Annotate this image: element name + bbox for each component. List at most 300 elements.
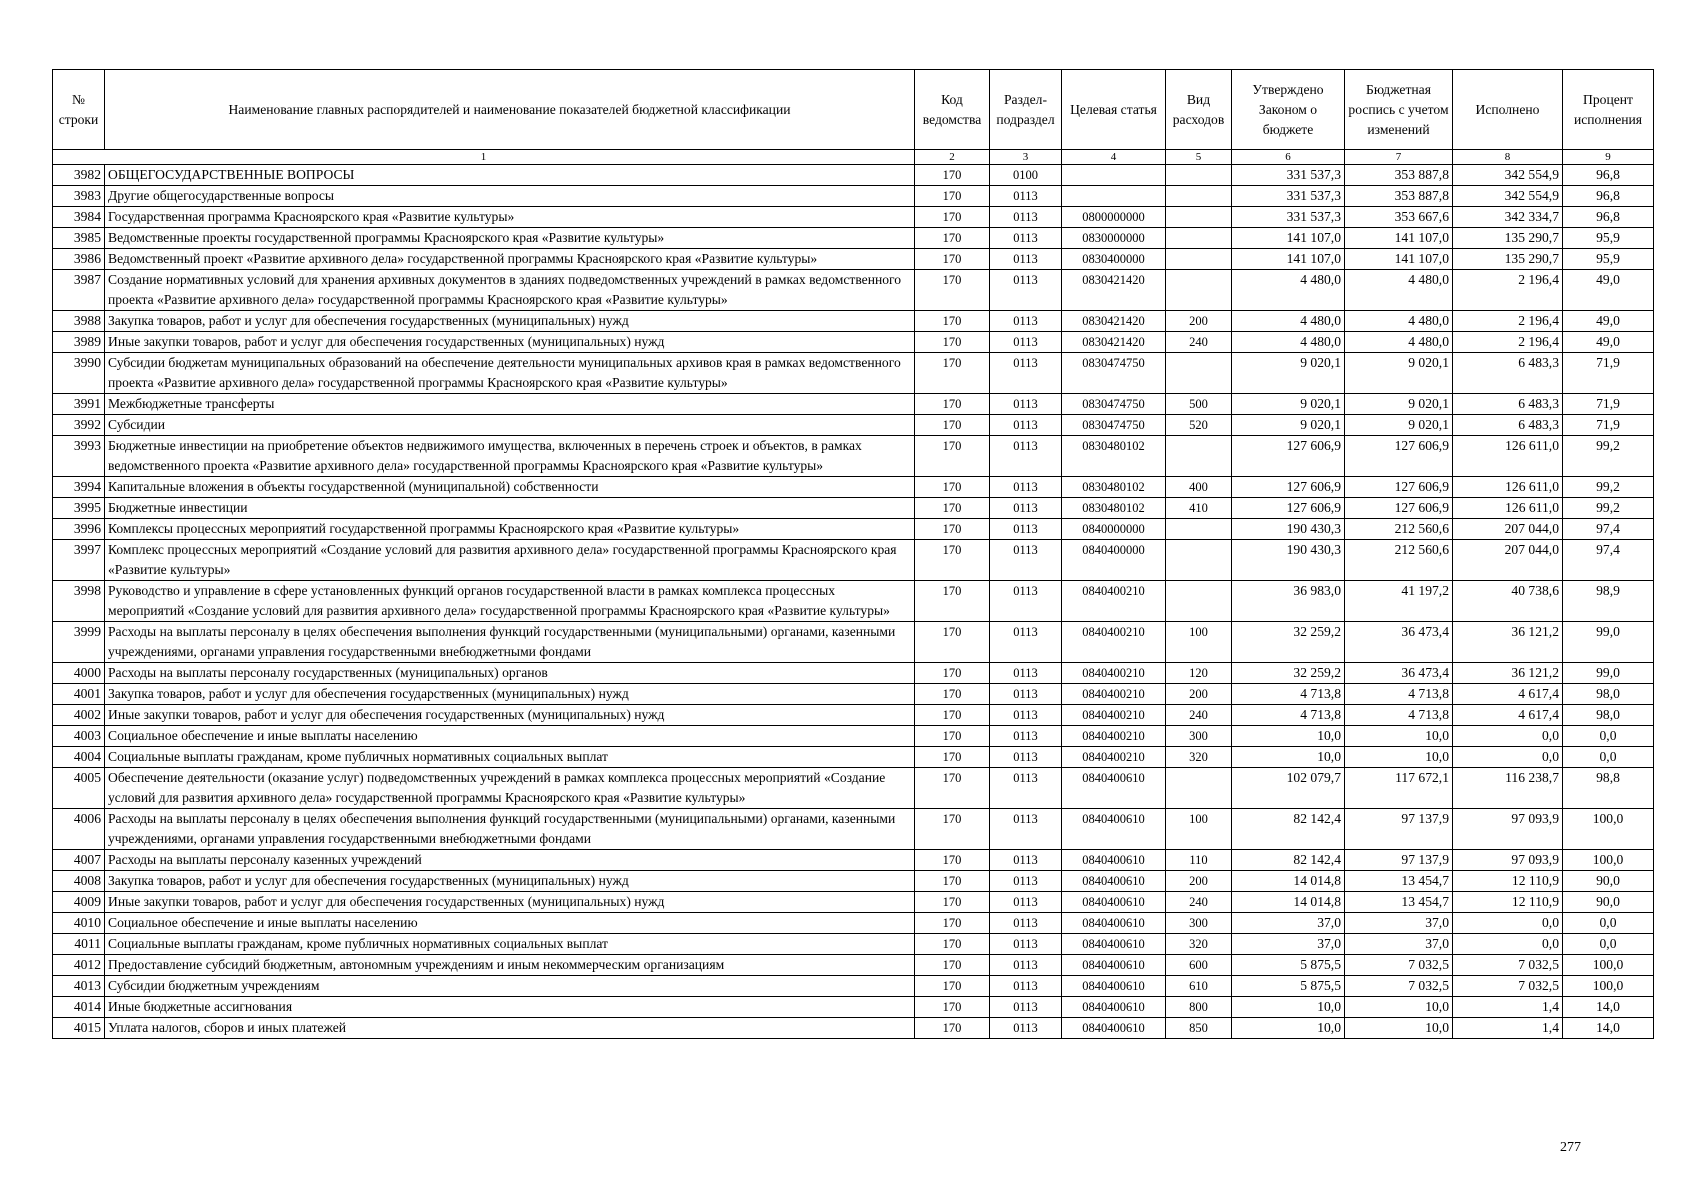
row-name-cell: Социальное обеспечение и иные выплаты населению [105,913,915,934]
section-cell: 0113 [990,228,1062,249]
target-article-cell [1062,186,1166,207]
percent-cell: 0,0 [1563,726,1654,747]
table-row [53,976,1654,997]
row-number-cell: 3988 [53,311,105,332]
row-name-cell: Государственная программа Красноярского края «Развитие культуры» [105,207,915,228]
approved-cell: 10,0 [1232,1018,1345,1039]
target-article-cell: 0840000000 [1062,519,1166,540]
percent-cell: 0,0 [1563,934,1654,955]
expense-type-cell [1166,165,1232,186]
executed-cell: 97 093,9 [1453,809,1563,850]
target-article-cell: 0840400610 [1062,850,1166,871]
percent-cell: 99,0 [1563,663,1654,684]
target-article-cell: 0830421420 [1062,311,1166,332]
executed-cell: 2 196,4 [1453,332,1563,353]
row-name-cell: ОБЩЕГОСУДАРСТВЕННЫЕ ВОПРОСЫ [105,165,915,186]
budget-plan-cell: 10,0 [1345,997,1453,1018]
approved-cell: 4 480,0 [1232,270,1345,311]
target-article-cell: 0840400610 [1062,976,1166,997]
row-name-cell: Расходы на выплаты персоналу казенных учреждений [105,850,915,871]
executed-cell: 4 617,4 [1453,684,1563,705]
table-row [53,997,1654,1018]
approved-cell: 4 480,0 [1232,332,1345,353]
section-cell: 0113 [990,581,1062,622]
header-budget-plan: Бюджетная роспись с учетом изменений [1345,70,1453,150]
executed-cell: 36 121,2 [1453,663,1563,684]
budget-plan-cell: 127 606,9 [1345,498,1453,519]
approved-cell: 36 983,0 [1232,581,1345,622]
expense-type-cell [1166,249,1232,270]
percent-cell: 100,0 [1563,850,1654,871]
header-row-number: № строки [53,70,105,150]
department-code-cell: 170 [915,892,990,913]
target-article-cell: 0840400610 [1062,768,1166,809]
row-name-cell: Субсидии бюджетам муниципальных образований на обеспечение деятельности муниципальных архивов края в рамках ведомственного проекта «Развитие архивного дела» государственной программы Красноярского края «Развитие культуры» [105,353,915,394]
budget-plan-cell: 36 473,4 [1345,663,1453,684]
section-cell: 0113 [990,436,1062,477]
department-code-cell: 170 [915,581,990,622]
department-code-cell: 170 [915,809,990,850]
table-row [53,1018,1654,1039]
expense-type-cell: 500 [1166,394,1232,415]
section-cell: 0113 [990,997,1062,1018]
percent-cell: 90,0 [1563,892,1654,913]
department-code-cell: 170 [915,976,990,997]
percent-cell: 49,0 [1563,311,1654,332]
budget-table-sheet [52,69,1653,1039]
department-code-cell: 170 [915,353,990,394]
section-cell: 0113 [990,353,1062,394]
expense-type-cell: 240 [1166,892,1232,913]
expense-type-cell [1166,270,1232,311]
expense-type-cell: 200 [1166,311,1232,332]
department-code-cell: 170 [915,186,990,207]
table-body [53,165,1654,1039]
budget-plan-cell: 10,0 [1345,726,1453,747]
section-cell: 0113 [990,850,1062,871]
row-number-cell: 3985 [53,228,105,249]
budget-plan-cell: 37,0 [1345,934,1453,955]
approved-cell: 127 606,9 [1232,498,1345,519]
approved-cell: 190 430,3 [1232,519,1345,540]
executed-cell: 36 121,2 [1453,622,1563,663]
table-row [53,726,1654,747]
section-cell: 0113 [990,934,1062,955]
department-code-cell: 170 [915,747,990,768]
approved-cell: 141 107,0 [1232,228,1345,249]
target-article-cell: 0840400610 [1062,913,1166,934]
table-row [53,477,1654,498]
budget-plan-cell: 97 137,9 [1345,850,1453,871]
table-row [53,747,1654,768]
expense-type-cell [1166,186,1232,207]
executed-cell: 12 110,9 [1453,871,1563,892]
target-article-cell: 0840400610 [1062,871,1166,892]
target-article-cell: 0840400210 [1062,684,1166,705]
budget-plan-cell: 10,0 [1345,747,1453,768]
row-name-cell: Межбюджетные трансферты [105,394,915,415]
row-name-cell: Руководство и управление в сфере установленных функций органов государственной власти в рамках комплекса процессных мероприятий «Создание условий для развития архивного дела» государственной программы Красноярского края «Развитие культуры» [105,581,915,622]
executed-cell: 342 554,9 [1453,165,1563,186]
table-row [53,663,1654,684]
row-number-cell: 3987 [53,270,105,311]
executed-cell: 342 334,7 [1453,207,1563,228]
executed-cell: 12 110,9 [1453,892,1563,913]
expense-type-cell [1166,436,1232,477]
section-cell: 0113 [990,477,1062,498]
approved-cell: 32 259,2 [1232,663,1345,684]
approved-cell: 331 537,3 [1232,165,1345,186]
percent-cell: 0,0 [1563,913,1654,934]
executed-cell: 135 290,7 [1453,249,1563,270]
target-article-cell: 0840400210 [1062,726,1166,747]
row-number-cell: 4011 [53,934,105,955]
expense-type-cell: 850 [1166,1018,1232,1039]
section-cell: 0113 [990,498,1062,519]
table-row [53,705,1654,726]
table-row [53,228,1654,249]
percent-cell: 95,9 [1563,228,1654,249]
budget-plan-cell: 127 606,9 [1345,436,1453,477]
section-cell: 0113 [990,1018,1062,1039]
budget-plan-cell: 7 032,5 [1345,955,1453,976]
department-code-cell: 170 [915,311,990,332]
target-article-cell: 0830474750 [1062,394,1166,415]
department-code-cell: 170 [915,1018,990,1039]
executed-cell: 126 611,0 [1453,477,1563,498]
column-number: 6 [1232,150,1345,165]
executed-cell: 2 196,4 [1453,270,1563,311]
percent-cell: 98,8 [1563,768,1654,809]
row-number-cell: 3993 [53,436,105,477]
budget-plan-cell: 353 887,8 [1345,165,1453,186]
target-article-cell: 0830400000 [1062,249,1166,270]
row-name-cell: Субсидии [105,415,915,436]
approved-cell: 102 079,7 [1232,768,1345,809]
expense-type-cell: 520 [1166,415,1232,436]
target-article-cell: 0840400210 [1062,581,1166,622]
target-article-cell: 0830480102 [1062,477,1166,498]
row-name-cell: Уплата налогов, сборов и иных платежей [105,1018,915,1039]
section-cell: 0113 [990,519,1062,540]
table-row [53,186,1654,207]
row-name-cell: Бюджетные инвестиции [105,498,915,519]
department-code-cell: 170 [915,934,990,955]
section-cell: 0113 [990,871,1062,892]
percent-cell: 49,0 [1563,270,1654,311]
approved-cell: 127 606,9 [1232,477,1345,498]
executed-cell: 2 196,4 [1453,311,1563,332]
expense-type-cell [1166,768,1232,809]
expense-type-cell [1166,540,1232,581]
budget-plan-cell: 353 667,6 [1345,207,1453,228]
executed-cell: 207 044,0 [1453,519,1563,540]
row-number-cell: 4012 [53,955,105,976]
table-row [53,394,1654,415]
executed-cell: 6 483,3 [1453,353,1563,394]
percent-cell: 100,0 [1563,976,1654,997]
section-cell: 0113 [990,913,1062,934]
row-number-cell: 4005 [53,768,105,809]
percent-cell: 97,4 [1563,519,1654,540]
row-name-cell: Социальные выплаты гражданам, кроме публичных нормативных социальных выплат [105,747,915,768]
column-number-row [53,150,1654,165]
approved-cell: 32 259,2 [1232,622,1345,663]
budget-plan-cell: 37,0 [1345,913,1453,934]
table-row [53,809,1654,850]
percent-cell: 96,8 [1563,165,1654,186]
section-cell: 0113 [990,955,1062,976]
department-code-cell: 170 [915,997,990,1018]
percent-cell: 98,0 [1563,684,1654,705]
table-row [53,684,1654,705]
percent-cell: 71,9 [1563,415,1654,436]
target-article-cell: 0840400210 [1062,622,1166,663]
percent-cell: 99,0 [1563,622,1654,663]
table-row [53,934,1654,955]
department-code-cell: 170 [915,768,990,809]
section-cell: 0113 [990,976,1062,997]
department-code-cell: 170 [915,955,990,976]
approved-cell: 4 480,0 [1232,311,1345,332]
section-cell: 0113 [990,415,1062,436]
expense-type-cell: 320 [1166,934,1232,955]
section-cell: 0113 [990,684,1062,705]
section-cell: 0113 [990,622,1062,663]
table-row [53,871,1654,892]
column-number: 1 [53,150,915,165]
percent-cell: 0,0 [1563,747,1654,768]
budget-plan-cell: 141 107,0 [1345,249,1453,270]
target-article-cell: 0840400610 [1062,809,1166,850]
target-article-cell: 0840400210 [1062,747,1166,768]
expense-type-cell: 300 [1166,726,1232,747]
row-number-cell: 3984 [53,207,105,228]
table-row [53,498,1654,519]
column-number: 3 [990,150,1062,165]
header-department-code: Код ведомства [915,70,990,150]
header-row [53,70,1654,150]
row-number-cell: 3991 [53,394,105,415]
department-code-cell: 170 [915,519,990,540]
target-article-cell: 0840400610 [1062,934,1166,955]
approved-cell: 127 606,9 [1232,436,1345,477]
percent-cell: 96,8 [1563,186,1654,207]
row-number-cell: 4014 [53,997,105,1018]
row-number-cell: 3999 [53,622,105,663]
target-article-cell: 0830474750 [1062,353,1166,394]
approved-cell: 5 875,5 [1232,976,1345,997]
row-name-cell: Комплекс процессных мероприятий «Создание условий для развития архивного дела» государственной программы Красноярского края «Развитие культуры» [105,540,915,581]
row-name-cell: Социальное обеспечение и иные выплаты населению [105,726,915,747]
budget-plan-cell: 127 606,9 [1345,477,1453,498]
row-name-cell: Закупка товаров, работ и услуг для обеспечения государственных (муниципальных) нужд [105,311,915,332]
approved-cell: 14 014,8 [1232,871,1345,892]
header-percent: Процент исполнения [1563,70,1654,150]
percent-cell: 90,0 [1563,871,1654,892]
percent-cell: 98,9 [1563,581,1654,622]
row-number-cell: 3982 [53,165,105,186]
table-row [53,353,1654,394]
budget-plan-cell: 13 454,7 [1345,871,1453,892]
row-name-cell: Расходы на выплаты персоналу в целях обеспечения выполнения функций государственными (муниципальными) органами, казенными учреждениями, органами управления государственными внебюджетными фондами [105,622,915,663]
executed-cell: 6 483,3 [1453,415,1563,436]
table-row [53,540,1654,581]
row-name-cell: Иные закупки товаров, работ и услуг для обеспечения государственных (муниципальных) нужд [105,705,915,726]
budget-plan-cell: 13 454,7 [1345,892,1453,913]
expense-type-cell: 410 [1166,498,1232,519]
department-code-cell: 170 [915,394,990,415]
target-article-cell: 0800000000 [1062,207,1166,228]
row-number-cell: 4006 [53,809,105,850]
percent-cell: 99,2 [1563,498,1654,519]
budget-plan-cell: 9 020,1 [1345,415,1453,436]
department-code-cell: 170 [915,540,990,581]
percent-cell: 49,0 [1563,332,1654,353]
expense-type-cell: 200 [1166,871,1232,892]
page-number: 277 [1560,1140,1581,1155]
table-row [53,850,1654,871]
expense-type-cell: 240 [1166,332,1232,353]
table-row [53,768,1654,809]
row-number-cell: 3995 [53,498,105,519]
table-row [53,622,1654,663]
approved-cell: 331 537,3 [1232,186,1345,207]
row-name-cell: Иные закупки товаров, работ и услуг для обеспечения государственных (муниципальных) нужд [105,892,915,913]
executed-cell: 4 617,4 [1453,705,1563,726]
executed-cell: 0,0 [1453,934,1563,955]
approved-cell: 10,0 [1232,747,1345,768]
row-number-cell: 3986 [53,249,105,270]
expense-type-cell: 100 [1166,622,1232,663]
department-code-cell: 170 [915,207,990,228]
row-name-cell: Закупка товаров, работ и услуг для обеспечения государственных (муниципальных) нужд [105,871,915,892]
row-number-cell: 4002 [53,705,105,726]
section-cell: 0113 [990,809,1062,850]
row-number-cell: 4001 [53,684,105,705]
approved-cell: 9 020,1 [1232,353,1345,394]
row-name-cell: Социальные выплаты гражданам, кроме публичных нормативных социальных выплат [105,934,915,955]
row-name-cell: Расходы на выплаты персоналу в целях обеспечения выполнения функций государственными (муниципальными) органами, казенными учреждениями, органами управления государственными внебюджетными фондами [105,809,915,850]
row-number-cell: 3990 [53,353,105,394]
executed-cell: 0,0 [1453,747,1563,768]
approved-cell: 4 713,8 [1232,705,1345,726]
executed-cell: 0,0 [1453,913,1563,934]
percent-cell: 100,0 [1563,809,1654,850]
expense-type-cell [1166,581,1232,622]
row-number-cell: 3992 [53,415,105,436]
row-number-cell: 4000 [53,663,105,684]
budget-plan-cell: 4 713,8 [1345,705,1453,726]
table-row [53,249,1654,270]
approved-cell: 4 713,8 [1232,684,1345,705]
section-cell: 0100 [990,165,1062,186]
executed-cell: 135 290,7 [1453,228,1563,249]
approved-cell: 14 014,8 [1232,892,1345,913]
percent-cell: 100,0 [1563,955,1654,976]
expense-type-cell: 320 [1166,747,1232,768]
expense-type-cell [1166,353,1232,394]
department-code-cell: 170 [915,850,990,871]
column-number: 8 [1453,150,1563,165]
row-number-cell: 4003 [53,726,105,747]
budget-plan-cell: 97 137,9 [1345,809,1453,850]
column-number: 4 [1062,150,1166,165]
department-code-cell: 170 [915,684,990,705]
department-code-cell: 170 [915,913,990,934]
executed-cell: 342 554,9 [1453,186,1563,207]
percent-cell: 99,2 [1563,436,1654,477]
expense-type-cell: 100 [1166,809,1232,850]
table-row [53,207,1654,228]
percent-cell: 71,9 [1563,394,1654,415]
row-number-cell: 4015 [53,1018,105,1039]
row-name-cell: Ведомственный проект «Развитие архивного дела» государственной программы Красноярского края «Развитие культуры» [105,249,915,270]
budget-plan-cell: 212 560,6 [1345,540,1453,581]
table-header [53,70,1654,165]
table-row [53,955,1654,976]
approved-cell: 9 020,1 [1232,394,1345,415]
approved-cell: 10,0 [1232,726,1345,747]
target-article-cell: 0840400210 [1062,705,1166,726]
row-number-cell: 4008 [53,871,105,892]
row-name-cell: Другие общегосударственные вопросы [105,186,915,207]
expense-type-cell: 240 [1166,705,1232,726]
executed-cell: 207 044,0 [1453,540,1563,581]
header-target-article: Целевая статья [1062,70,1166,150]
executed-cell: 97 093,9 [1453,850,1563,871]
expense-type-cell: 600 [1166,955,1232,976]
expense-type-cell [1166,519,1232,540]
executed-cell: 7 032,5 [1453,955,1563,976]
department-code-cell: 170 [915,663,990,684]
section-cell: 0113 [990,768,1062,809]
header-approved: Утверждено Законом о бюджете [1232,70,1345,150]
row-name-cell: Иные закупки товаров, работ и услуг для обеспечения государственных (муниципальных) нужд [105,332,915,353]
expense-type-cell [1166,228,1232,249]
row-number-cell: 4009 [53,892,105,913]
section-cell: 0113 [990,270,1062,311]
row-name-cell: Субсидии бюджетным учреждениям [105,976,915,997]
row-name-cell: Создание нормативных условий для хранения архивных документов в зданиях подведомственных учреждений в рамках ведомственного проекта «Развитие архивного дела» государственной программы Красноярского края «Развитие культуры» [105,270,915,311]
target-article-cell: 0840400000 [1062,540,1166,581]
expense-type-cell: 800 [1166,997,1232,1018]
budget-plan-cell: 41 197,2 [1345,581,1453,622]
department-code-cell: 170 [915,622,990,663]
percent-cell: 95,9 [1563,249,1654,270]
column-number: 9 [1563,150,1654,165]
header-section: Раздел-подраздел [990,70,1062,150]
percent-cell: 71,9 [1563,353,1654,394]
table-row [53,519,1654,540]
target-article-cell: 0840400610 [1062,997,1166,1018]
department-code-cell: 170 [915,415,990,436]
row-name-cell: Иные бюджетные ассигнования [105,997,915,1018]
section-cell: 0113 [990,332,1062,353]
target-article-cell: 0830480102 [1062,436,1166,477]
executed-cell: 1,4 [1453,997,1563,1018]
row-number-cell: 3983 [53,186,105,207]
section-cell: 0113 [990,249,1062,270]
department-code-cell: 170 [915,332,990,353]
row-number-cell: 3998 [53,581,105,622]
column-number: 7 [1345,150,1453,165]
row-number-cell: 3996 [53,519,105,540]
executed-cell: 40 738,6 [1453,581,1563,622]
approved-cell: 141 107,0 [1232,249,1345,270]
budget-plan-cell: 36 473,4 [1345,622,1453,663]
table-row [53,165,1654,186]
